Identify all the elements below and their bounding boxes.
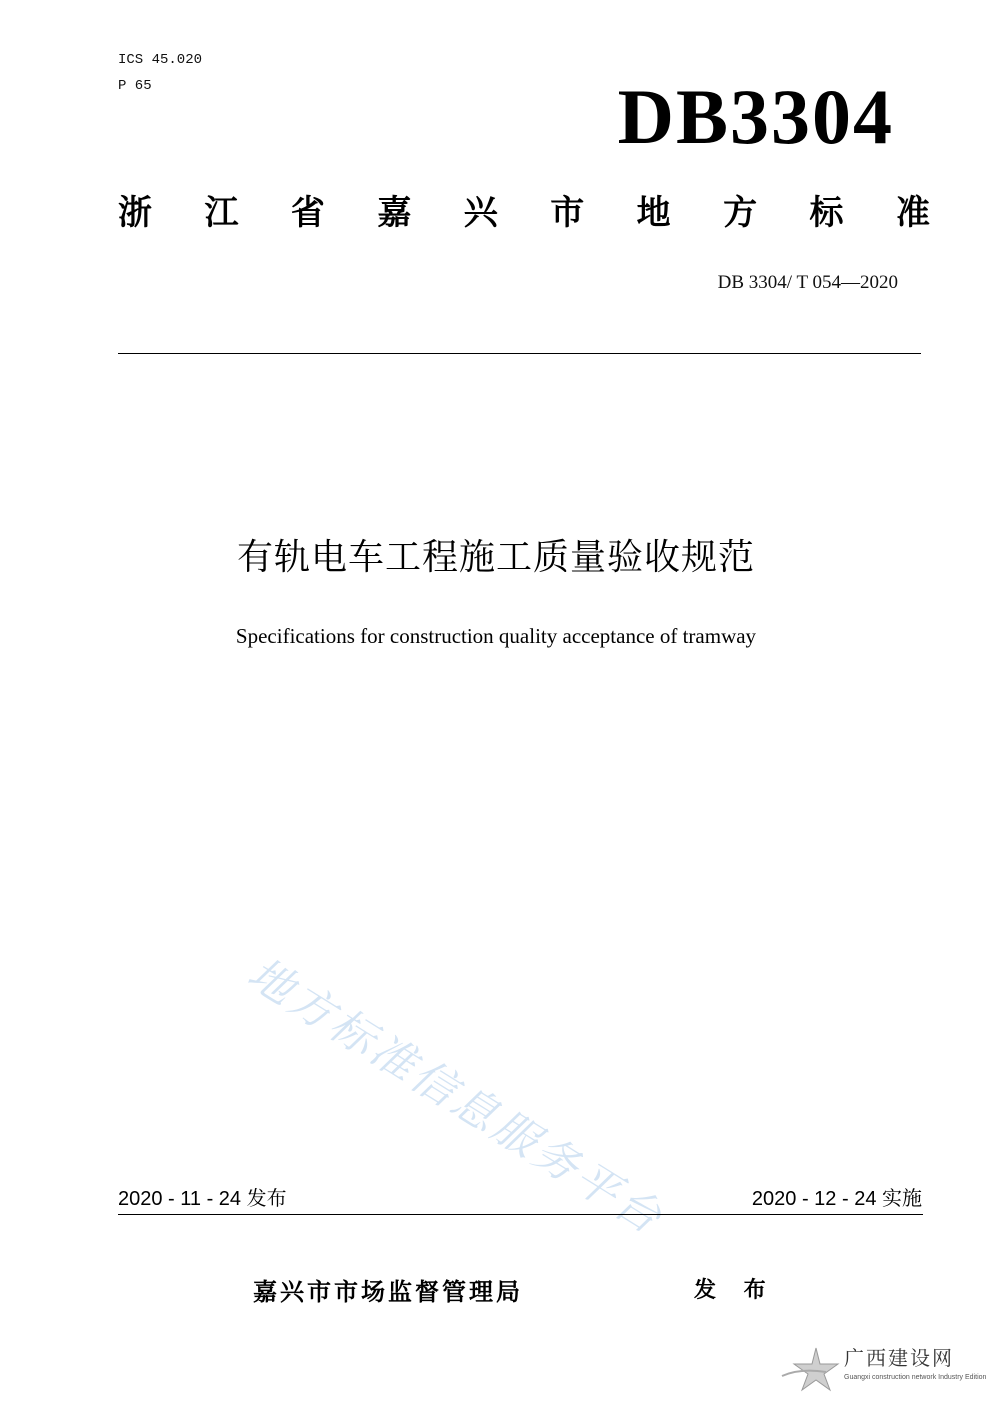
bottom-divider (118, 1214, 923, 1215)
standard-type-char: 方 (723, 193, 758, 233)
document-title-zh: 有轨电车工程施工质量验收规范 (236, 537, 755, 578)
standard-type-char: 市 (550, 193, 585, 233)
ics-code: ICS 45.020 (118, 52, 203, 68)
classification-code: P 65 (118, 78, 152, 94)
top-divider (118, 353, 921, 354)
standard-type-char: 兴 (463, 193, 498, 233)
standard-type-char: 浙 (118, 193, 152, 233)
standard-type-char: 江 (204, 193, 239, 233)
issue-label: 发 布 (694, 1278, 776, 1303)
standard-type-char: 嘉 (377, 193, 412, 233)
site-logo (780, 1346, 986, 1396)
star-logo-icon (780, 1346, 842, 1392)
issue-date: 2020 - 11 - 24 发布 (118, 1188, 287, 1210)
standard-type-char: 准 (895, 193, 930, 233)
implementation-date: 2020 - 12 - 24 实施 (751, 1188, 922, 1210)
standard-type-char: 地 (636, 193, 671, 233)
watermark: 地方标准信息服务平台 (238, 947, 673, 1246)
logo-subtitle: Guangxi construction network Industry Edition (844, 1374, 987, 1381)
standard-type-heading (118, 193, 930, 233)
standard-number: DB 3304/ T 054—2020 (717, 272, 898, 293)
logo-name: 广西建设网 (844, 1346, 954, 1370)
standard-type-char: 省 (290, 193, 325, 233)
standard-type-char: 标 (809, 193, 844, 233)
issuing-authority: 嘉兴市市场监督管理局 (253, 1278, 523, 1306)
db-code-title: DB3304 (617, 73, 894, 160)
document-title-en: Specifications for construction quality acceptance of tramway (235, 624, 757, 648)
